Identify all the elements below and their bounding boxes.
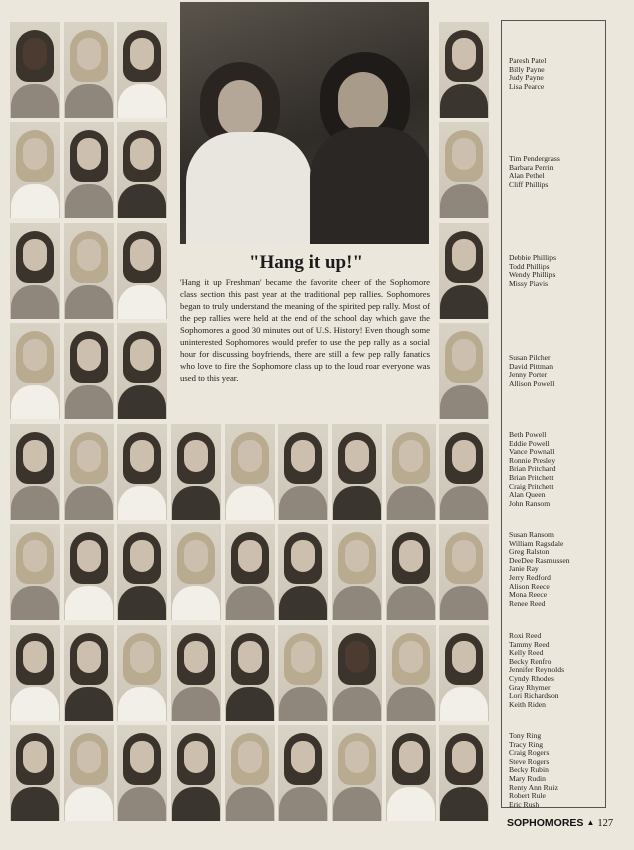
student-portrait xyxy=(439,323,489,419)
student-name: Judy Payne xyxy=(509,73,544,83)
student-portrait xyxy=(10,22,60,118)
student-portrait xyxy=(64,223,114,319)
student-portrait xyxy=(278,524,328,620)
student-portrait xyxy=(439,122,489,218)
student-name: Lori Richardson xyxy=(509,691,559,701)
student-portrait xyxy=(64,323,114,419)
student-name: Brian Pritchett xyxy=(509,472,554,482)
student-portrait xyxy=(171,524,221,620)
student-name: Vance Pownall xyxy=(509,447,555,457)
student-portrait xyxy=(386,524,436,620)
student-name: Todd Phillips xyxy=(509,261,550,271)
student-name: Barbara Perrin xyxy=(509,162,554,172)
name-group xyxy=(509,431,556,508)
student-name: Craig Rogers xyxy=(509,748,550,758)
student-name: Robert Rule xyxy=(509,791,546,801)
student-portrait xyxy=(225,424,275,520)
student-portrait xyxy=(278,424,328,520)
page-footer xyxy=(507,817,613,829)
name-group xyxy=(509,155,560,189)
student-portrait xyxy=(278,725,328,821)
student-portrait xyxy=(225,524,275,620)
student-portrait xyxy=(64,424,114,520)
student-name: Susan Pilcher xyxy=(509,353,551,362)
student-portrait xyxy=(10,524,60,620)
student-name: Mona Reece xyxy=(509,590,548,600)
student-portrait xyxy=(439,22,489,118)
student-portrait xyxy=(117,625,167,721)
student-name: Billy Payne xyxy=(509,64,545,74)
student-name: Alan Queen xyxy=(509,490,546,500)
student-portrait xyxy=(225,725,275,821)
student-portrait xyxy=(64,22,114,118)
name-group xyxy=(509,57,546,91)
student-portrait xyxy=(117,524,167,620)
student-name: Renty Ann Ruiz xyxy=(509,782,558,792)
student-name: Kelly Reed xyxy=(509,648,544,658)
student-name: John Ransom xyxy=(509,498,551,508)
student-name: Mary Rudin xyxy=(509,773,546,783)
student-name: Alison Reece xyxy=(509,581,550,591)
student-portrait xyxy=(10,223,60,319)
student-name: Jenny Porter xyxy=(509,370,548,380)
student-portrait xyxy=(386,725,436,821)
student-portrait xyxy=(225,625,275,721)
student-portrait xyxy=(117,122,167,218)
student-portrait xyxy=(117,22,167,118)
student-portrait xyxy=(117,323,167,419)
student-name: Susan Ransom xyxy=(509,530,554,539)
student-name: Wendy Phillips xyxy=(509,270,556,280)
name-group xyxy=(509,531,570,608)
student-name: Tim Pendergrass xyxy=(509,154,560,163)
name-group xyxy=(509,632,564,709)
student-portrait xyxy=(117,424,167,520)
student-portrait xyxy=(171,725,221,821)
student-portrait xyxy=(439,223,489,319)
student-name: Ronnie Presley xyxy=(509,455,556,465)
name-group xyxy=(509,354,554,388)
student-name: Lisa Pearce xyxy=(509,81,545,91)
student-name: Brian Pritchard xyxy=(509,464,556,474)
student-portrait xyxy=(10,725,60,821)
student-portrait xyxy=(332,524,382,620)
student-portrait xyxy=(439,424,489,520)
student-portrait xyxy=(439,625,489,721)
student-portrait xyxy=(64,122,114,218)
student-portrait xyxy=(386,424,436,520)
student-portrait xyxy=(171,625,221,721)
student-portrait xyxy=(10,625,60,721)
student-portrait xyxy=(64,625,114,721)
student-name: Allison Powell xyxy=(509,378,555,388)
article-headline: "Hang it up!" xyxy=(248,252,363,273)
student-portrait xyxy=(332,424,382,520)
student-portrait xyxy=(332,725,382,821)
name-group xyxy=(509,254,556,288)
student-name: Tracy Ring xyxy=(509,739,544,749)
student-name: Paresh Patel xyxy=(509,56,547,65)
feature-photo xyxy=(180,2,429,244)
student-portrait xyxy=(386,625,436,721)
student-portrait xyxy=(10,122,60,218)
student-portrait xyxy=(332,625,382,721)
student-name: Keith Riden xyxy=(509,699,546,709)
student-portrait xyxy=(439,524,489,620)
student-name: Jennifer Reynolds xyxy=(509,665,565,675)
student-portrait xyxy=(278,625,328,721)
student-name: Missy Piavis xyxy=(509,278,549,288)
student-portrait xyxy=(10,323,60,419)
student-name: David Pittman xyxy=(509,361,554,371)
triangle-icon: ▲ xyxy=(586,818,595,827)
student-name: Tammy Reed xyxy=(509,639,550,649)
student-name: Jerry Redford xyxy=(509,572,551,582)
article-body: 'Hang it up Freshman' became the favorite cheer of the Sophomore class section this past year at the traditional pep rallies. Sophomores began to truly understand the meaning of the spirited pep rally. Most of the pep rallies were held at the end of the school day which gave the Sophomores a good 30 minutes out of U.S. History! Even though some uninterested Sophomores would prefer to use the pep rally as a social hour for discussing boyfriends, there are still a few pep rally fanatics who love to fire the Sophomore class up to the loud roar everyone was used to this year. xyxy=(180,277,430,384)
student-name: Craig Pritchett xyxy=(509,481,554,491)
student-name: Tony Ring xyxy=(509,731,542,740)
student-portrait xyxy=(117,725,167,821)
student-name: Eric Rush xyxy=(509,799,540,809)
student-name: Beth Powell xyxy=(509,430,547,439)
student-name: Alan Pethel xyxy=(509,171,545,181)
name-group xyxy=(509,732,558,809)
student-name: Gray Rhymer xyxy=(509,682,551,692)
student-portrait xyxy=(171,424,221,520)
student-portrait xyxy=(64,524,114,620)
section-label: SOPHOMORES xyxy=(507,817,584,829)
student-name: Steve Rogers xyxy=(509,756,550,766)
student-name: Becky Rubin xyxy=(509,765,549,775)
student-name: Cyndy Rhodes xyxy=(509,673,554,683)
student-name: William Ragsdale xyxy=(509,538,564,548)
student-name: Roxi Reed xyxy=(509,631,542,640)
student-name: Debbie Phillips xyxy=(509,253,557,262)
page-number: 127 xyxy=(597,818,614,829)
student-portrait xyxy=(10,424,60,520)
student-name: Renee Reed xyxy=(509,598,546,608)
student-name: Becky Renfro xyxy=(509,656,552,666)
student-portrait xyxy=(64,725,114,821)
student-name: Eddie Powell xyxy=(509,438,550,448)
student-portrait xyxy=(439,725,489,821)
student-name: Cliff Phillips xyxy=(509,179,549,189)
student-name: DeeDee Rasmussen xyxy=(509,555,570,565)
student-name: Greg Ralston xyxy=(509,547,550,557)
student-portrait xyxy=(117,223,167,319)
student-name: Janie Ray xyxy=(509,564,539,574)
